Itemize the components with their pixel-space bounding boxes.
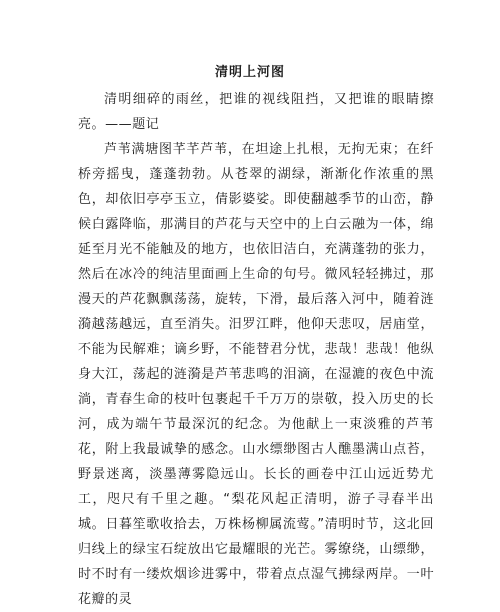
document-title: 清明上河图 bbox=[214, 65, 285, 80]
body-paragraph: 芦苇满塘图芊芊芦苇，在坦途上扎根，无拘无束；在纤桥旁摇曳，蓬蓬勃勃。从苍翠的湖绿，渐渐化作浓重的黑色，却依旧亭亭玉立，倩影婆娑。即使翻越季节的山峦，静候白露降临，那满目的芦花与天空中的上白云融为一体，绵延至月光不能触及的地方，也依旧洁白，充满蓬勃的张力，然后在冰冷的纯洁里面画上生命的句号。微风轻轻拂过，那漫天的芦花飘飘荡荡，旋转，下滑，最后落入河中，随着涟漪越荡越远，直至消失。汨罗江畔，他仰天悲叹，居庙堂，不能为民解难；谪乡野，不能替君分忧，悲哉！悲哉！他纵身大江，荡起的涟漪是芦苇悲鸣的泪滴，在湿漉的夜色中流淌，青春生命的枝叶包裹起千千万万的崇敬，投入历史的长河，成为端午节最深沉的纪念。为他献上一束淡雅的芦苇花，附上我最诚挚的感念。山水缥缈图古人醮墨满山点苔，野景迷离，淡墨薄雾隐远山。长长的画卷中江山远近势尤工，咫尺有千里之趣。“梨花风起正清明，游子寻春半出城。日暮笙歌收拾去，万株杨柳属流莺。”清明时节，这北回归线上的绿宝石绽放出它最耀眼的光芒。雾缭绕，山缥缈，时不时有一缕炊烟诊进雾中，带着点点湿气拂绿两岸。一叶花瓣的灵 bbox=[78, 142, 434, 607]
document-body bbox=[78, 87, 434, 612]
epigraph-paragraph: 清明细碎的雨丝，把谁的视线阻挡，又把谁的眼睛擦亮。——题记 bbox=[78, 92, 434, 132]
